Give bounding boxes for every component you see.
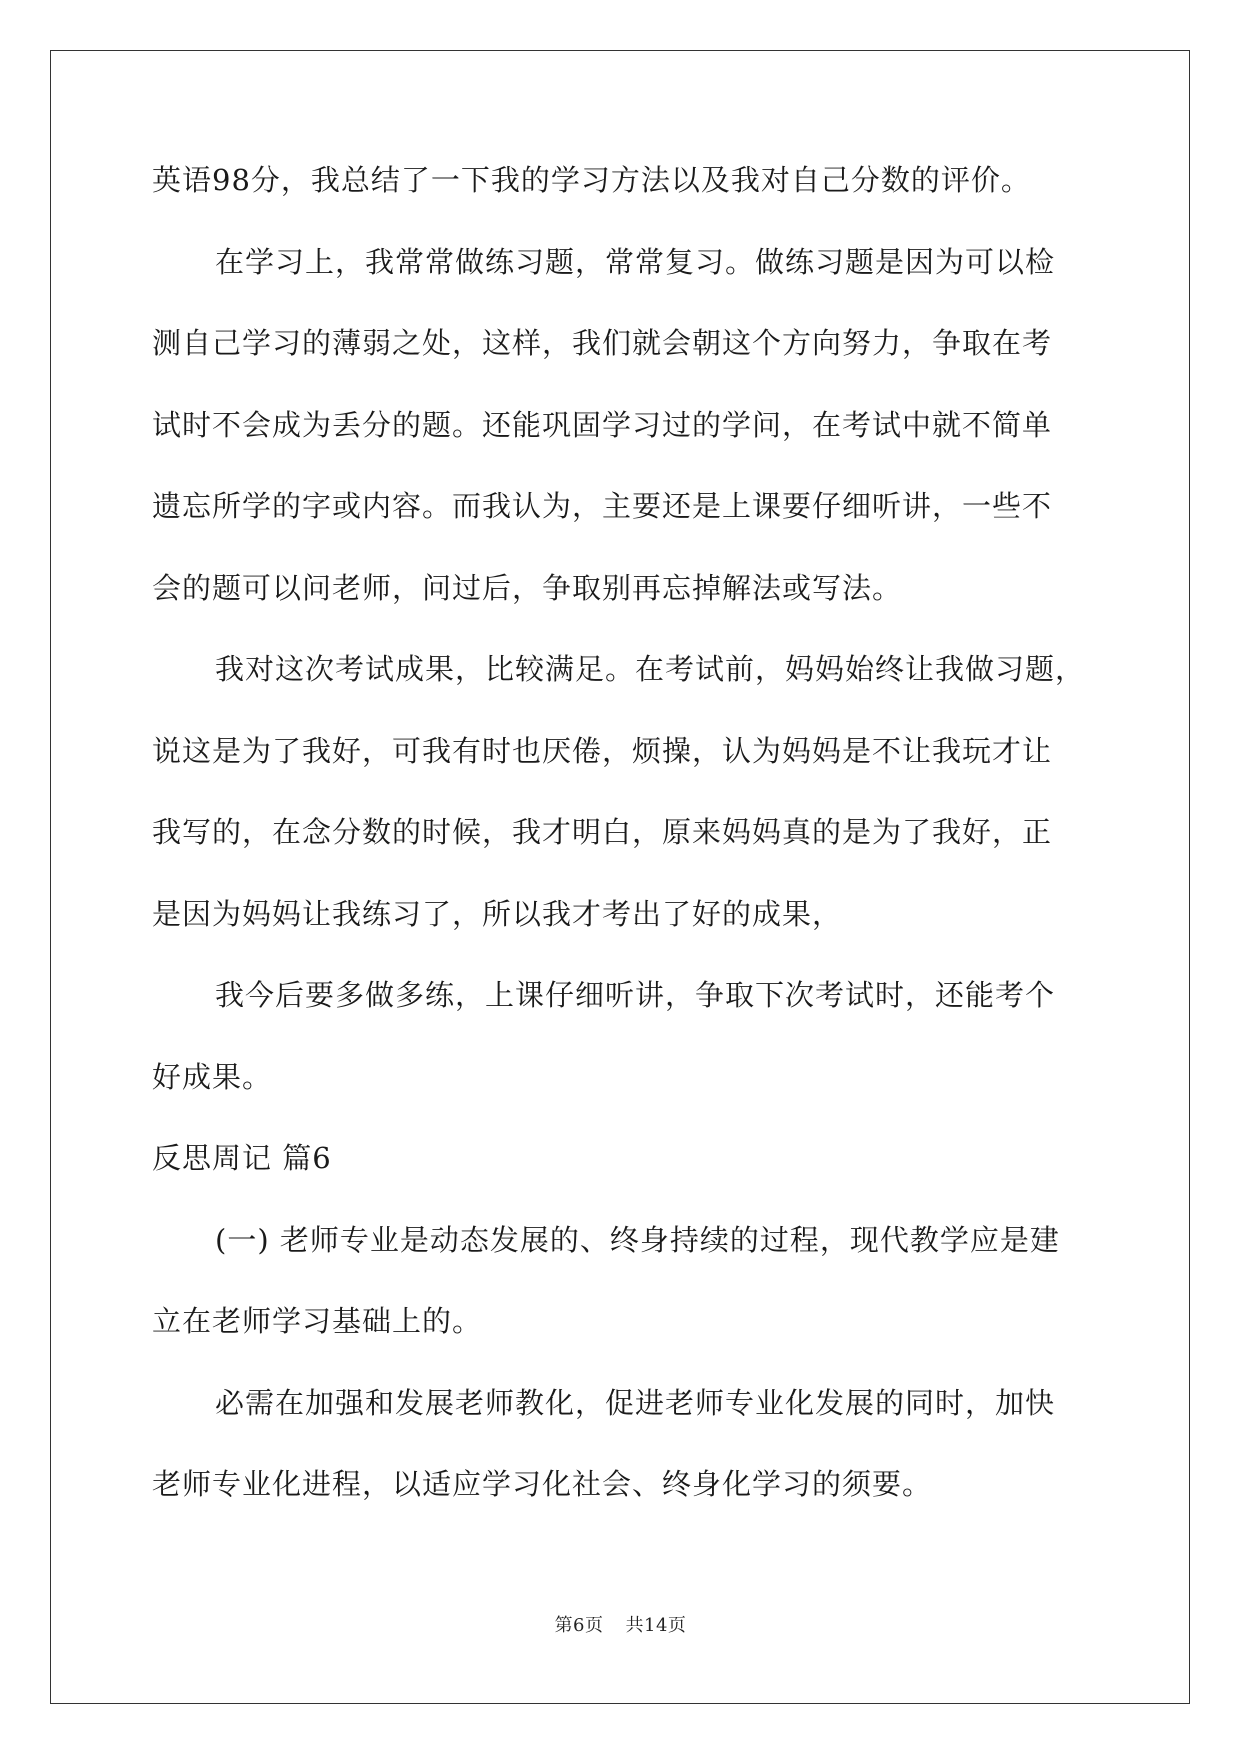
page-total: 共14页	[625, 1615, 687, 1636]
page-footer	[0, 1611, 1241, 1637]
text-line: 在学习上，我常常做练习题，常常复习。做练习题是因为可以检	[215, 244, 1056, 279]
text-line: 是因为妈妈让我练习了，所以我才考出了好的成果，	[152, 896, 843, 931]
text-line: 立在老师学习基础上的。	[152, 1304, 483, 1338]
text-line: 好成果。	[152, 1059, 273, 1094]
text-line: 英语98分，我总结了一下我的学习方法以及我对自己分数的评价。	[152, 163, 1031, 197]
text-line: 老师专业化进程，以适应学习化社会、终身化学习的须要。	[152, 1467, 933, 1501]
text-line: 我对这次考试成果，比较满足。在考试前，妈妈始终让我做习题，	[215, 652, 1086, 686]
text-line: 测自己学习的薄弱之处，这样，我们就会朝这个方向努力，争取在考	[152, 326, 1053, 360]
text-line: 说这是为了我好，可我有时也厌倦，烦操，认为妈妈是不让我玩才让	[152, 733, 1053, 768]
text-line: 遗忘所学的字或内容。而我认为，主要还是上课要仔细听讲，一些不	[152, 489, 1053, 523]
page-number: 第6页	[554, 1615, 604, 1636]
section-heading: 反思周记 篇6	[152, 1141, 332, 1175]
text-line: 我今后要多做多练，上课仔细听讲，争取下次考试时，还能考个	[215, 978, 1056, 1012]
text-line: 会的题可以问老师，问过后，争取别再忘掉解法或写法。	[152, 570, 903, 605]
text-line: (一) 老师专业是动态发展的、终身持续的过程，现代教学应是建	[215, 1222, 1060, 1257]
text-line: 我写的，在念分数的时候，我才明白，原来妈妈真的是为了我好，正	[152, 815, 1053, 849]
document-body	[152, 155, 1097, 1541]
text-line: 必需在加强和发展老师教化，促进老师专业化发展的同时，加快	[215, 1385, 1056, 1420]
text-line: 试时不会成为丢分的题。还能巩固学习过的学问，在考试中就不简单	[152, 407, 1053, 442]
